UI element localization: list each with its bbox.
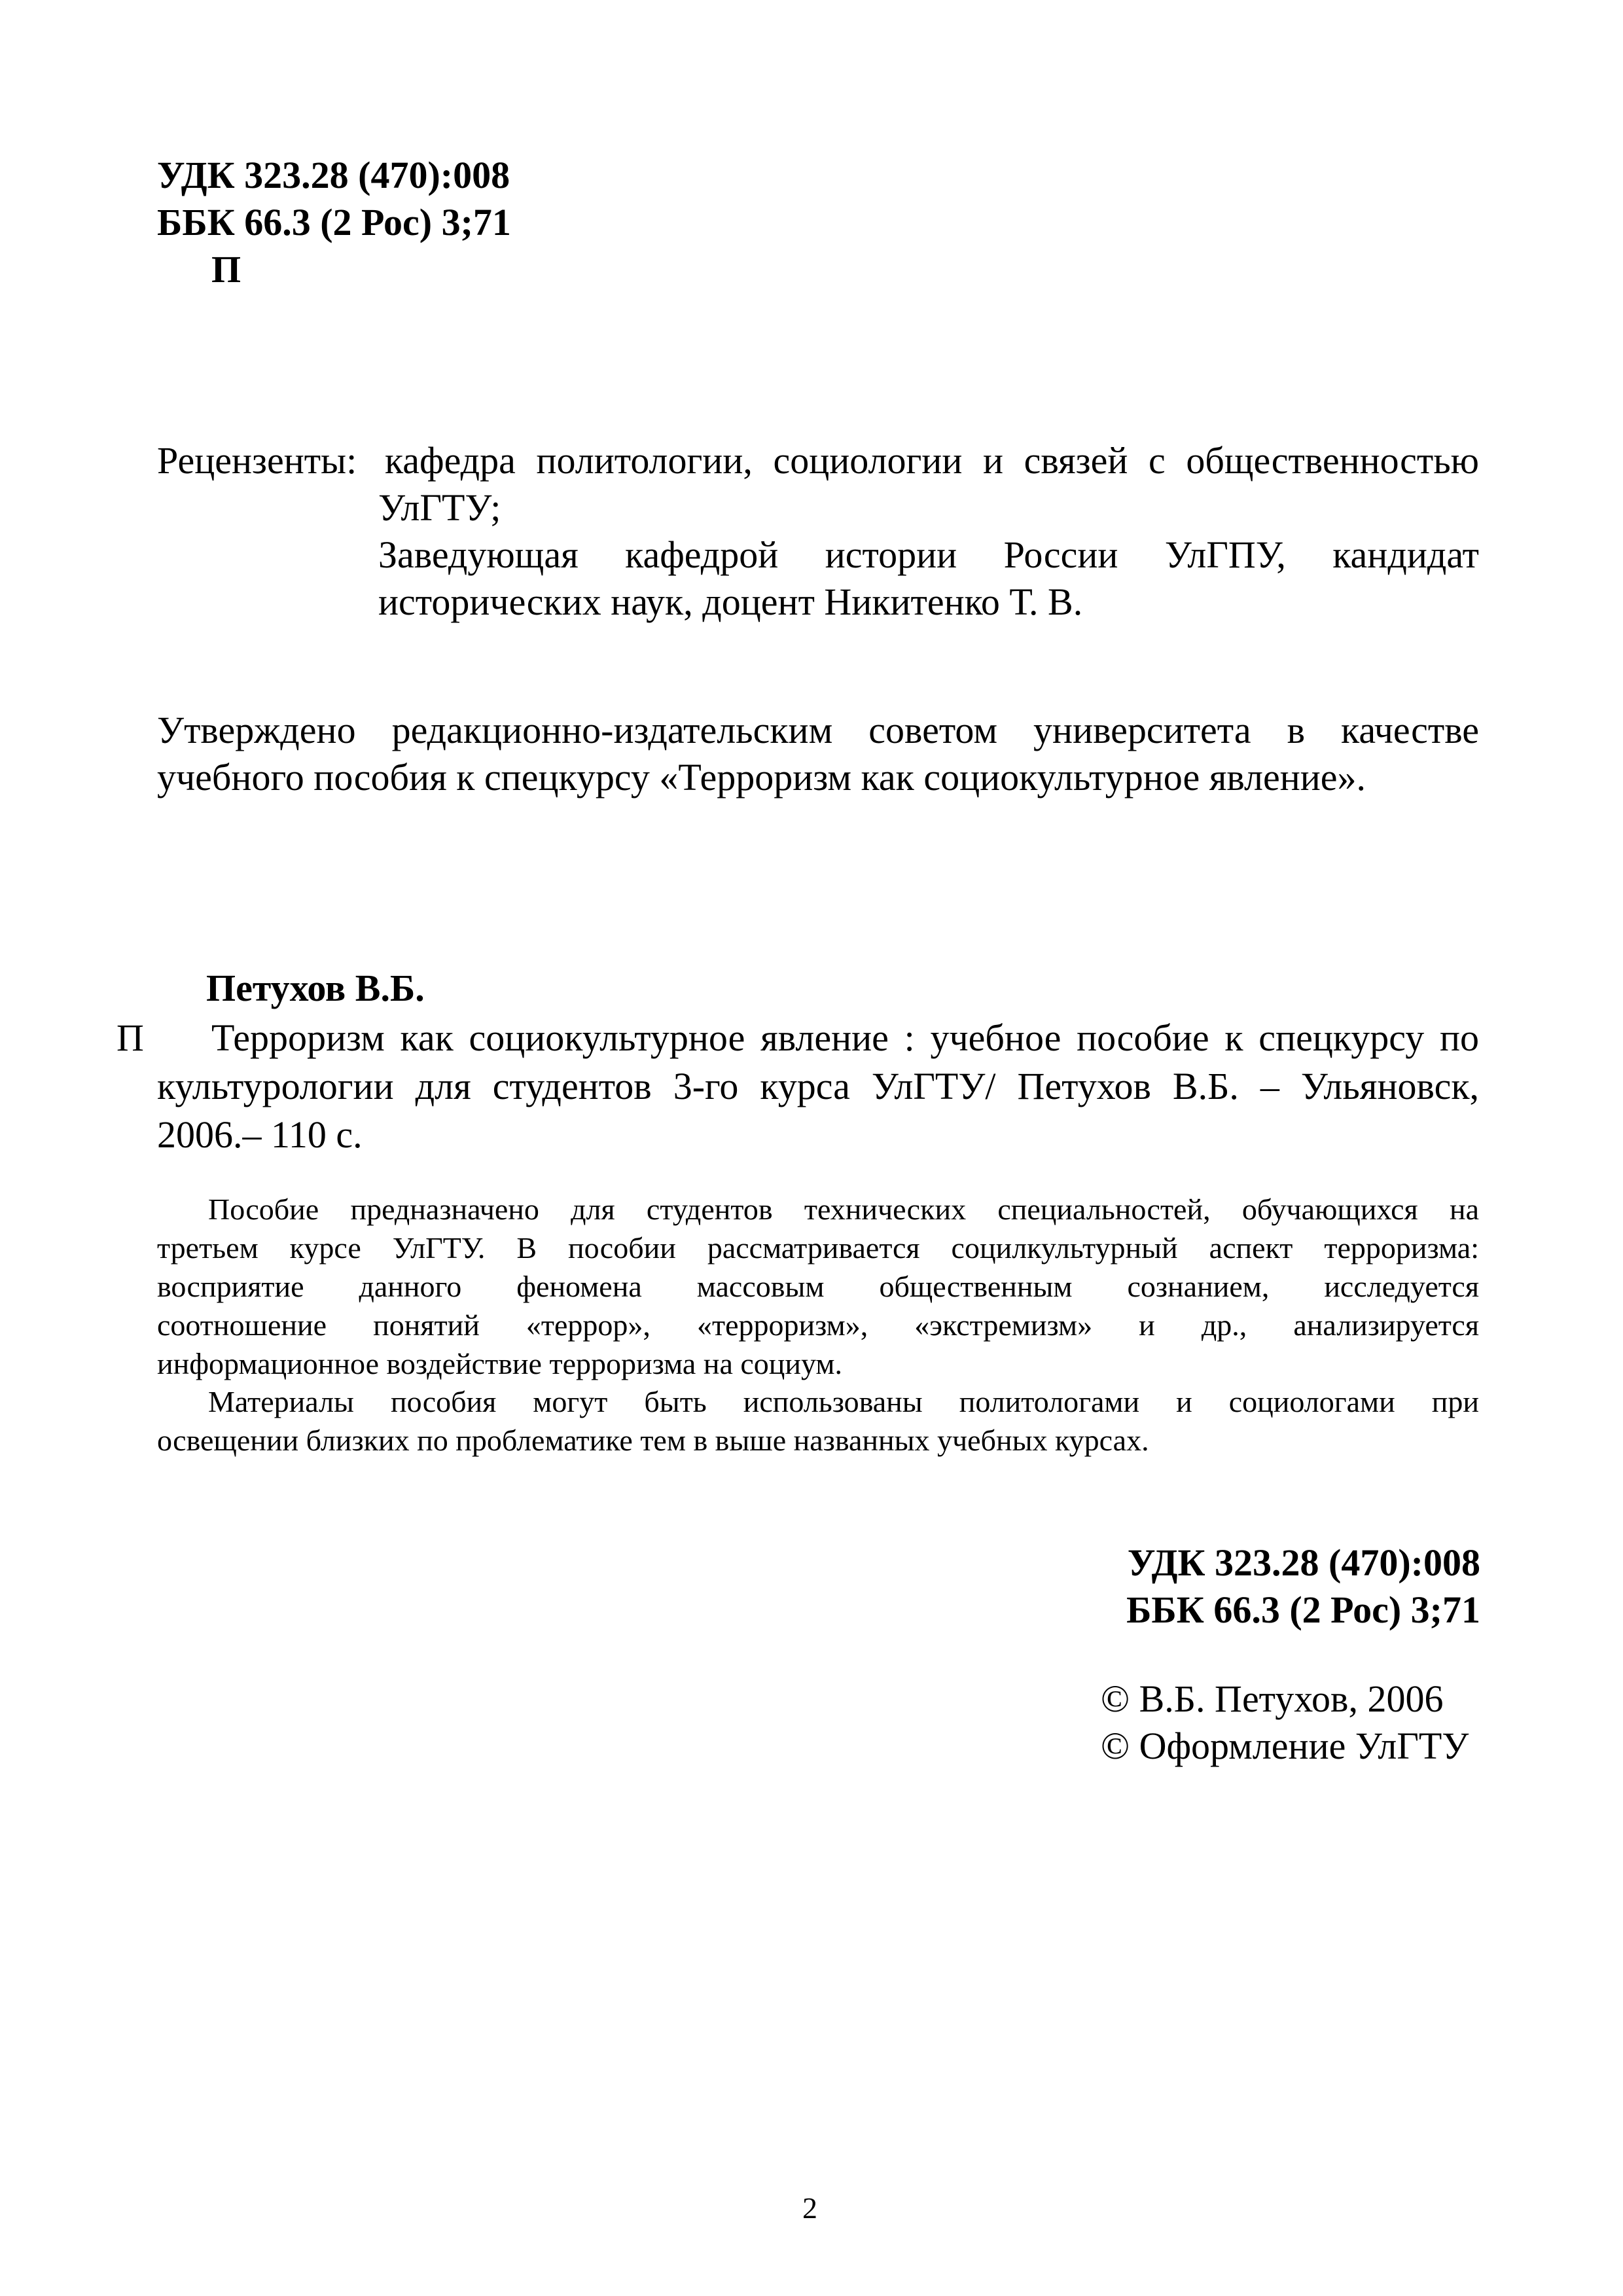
copyright-design: © Оформление УлГТУ [1101,1725,1469,1767]
biblio-line-1: Терроризм как социокультурное явление : учебное пособие к спецкурсу по [211,1016,1479,1059]
bbk-bottom: ББК 66.3 (2 Рос) 3;71 [1126,1588,1480,1631]
approved-line-2: учебного пособия к спецкурсу «Терроризм как социокультурное явление». [157,756,1366,798]
abstract-p2-line-2: освещении близких по проблематике тем в выше названных учебных курсах. [157,1424,1149,1457]
abstract-p1-line-5: информационное воздействие терроризма на социум. [157,1347,843,1380]
biblio-line-2: культурологии для студентов 3-го курса УлГТУ/ Петухов В.Б. – Ульяновск, [157,1065,1479,1107]
abstract-p1-line-4: соотношение понятий «террор», «терроризм», «экстремизм» и др., анализируется [157,1308,1479,1342]
reviewers-line-1: кафедра политологии, социологии и связей с общественностью [385,439,1479,482]
author-sign-top: П [211,248,241,291]
abstract-p2-line-1: Материалы пособия могут быть использованы политологами и социологами при [208,1385,1479,1418]
page-number: 2 [802,2191,817,2225]
reviewers-label: Рецензенты: [157,439,357,482]
abstract-p1-line-3: восприятие данного феномена массовым общественным сознанием, исследуется [157,1270,1479,1303]
reviewers-line-2: УлГТУ; [378,486,501,529]
udk-top: УДК 323.28 (470):008 [157,154,510,196]
abstract-p1-line-1: Пособие предназначено для студентов технических специальностей, обучающихся на [208,1193,1479,1226]
udk-bottom: УДК 323.28 (470):008 [1127,1541,1480,1584]
reviewers-line-4: исторических наук, доцент Никитенко Т. В. [378,581,1083,623]
approved-line-1: Утверждено редакционно-издательским советом университета в качестве [157,709,1479,751]
biblio-letter: П [116,1016,144,1059]
abstract-p1-line-2: третьем курсе УлГТУ. В пособии рассматривается социлкультурный аспект терроризма: [157,1231,1479,1265]
biblio-line-3: 2006.– 110 с. [157,1113,363,1156]
bbk-top: ББК 66.3 (2 Рос) 3;71 [157,201,511,243]
biblio-author: Петухов В.Б. [206,967,425,1009]
reviewers-line-3: Заведующая кафедрой истории России УлГПУ, кандидат [378,533,1479,576]
copyright-author: © В.Б. Петухов, 2006 [1101,1677,1444,1720]
